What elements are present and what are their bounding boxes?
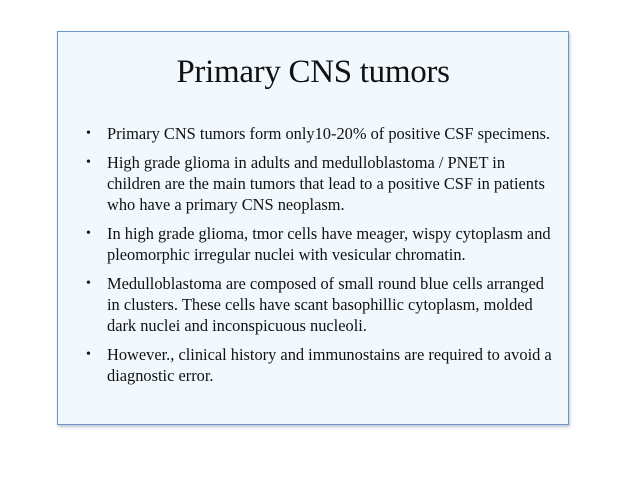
bullet-item bbox=[84, 223, 554, 265]
bullet-dot-icon: • bbox=[86, 276, 91, 291]
bullet-text: High grade glioma in adults and medulloblastoma / PNET in children are the main tumors that lead to a positive CSF in patients who have a primary CNS neoplasm. bbox=[107, 153, 545, 214]
bullet-dot-icon: • bbox=[86, 226, 91, 241]
bullet-text: Primary CNS tumors form only10-20% of positive CSF specimens. bbox=[107, 124, 550, 143]
bullet-item bbox=[84, 152, 554, 215]
bullet-item bbox=[84, 344, 554, 386]
slide-panel bbox=[57, 31, 569, 425]
bullet-dot-icon: • bbox=[86, 126, 91, 141]
bullet-dot-icon: • bbox=[86, 155, 91, 170]
slide-title: Primary CNS tumors bbox=[176, 54, 450, 90]
bullet-text: However., clinical history and immunostains are required to avoid a diagnostic error. bbox=[107, 345, 552, 385]
bullet-text: In high grade glioma, tmor cells have meager, wispy cytoplasm and pleomorphic irregular nuclei with vesicular chromatin. bbox=[107, 224, 551, 264]
bullet-list bbox=[84, 123, 554, 394]
bullet-item bbox=[84, 123, 554, 144]
bullet-dot-icon: • bbox=[86, 347, 91, 362]
bullet-item bbox=[84, 273, 554, 336]
bullet-text: Medulloblastoma are composed of small round blue cells arranged in clusters. These cells have scant basophillic cytoplasm, molded dark nuclei and inconspicuous nucleoli. bbox=[107, 274, 544, 335]
